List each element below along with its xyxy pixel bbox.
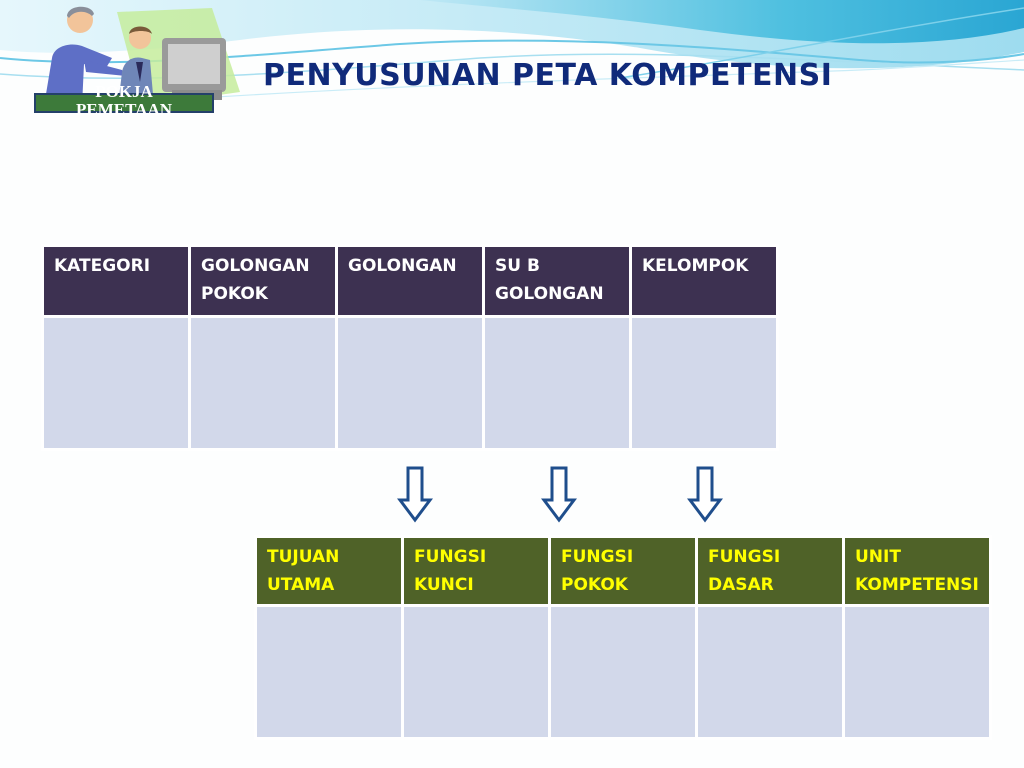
header-kelompok: KELOMPOK [632,247,776,315]
table-cell [338,318,482,448]
header-sub-golongan: SU B GOLONGAN [485,247,629,315]
hollow-down-arrow-icon [542,466,576,522]
table-row [44,318,776,448]
hollow-down-arrow-icon [688,466,722,522]
slide-title: PENYUSUNAN PETA KOMPETENSI [263,58,833,93]
competency-map-table [254,535,992,740]
table-header-row [257,538,989,604]
logo-line-pokja: POKJA [95,82,153,101]
table-cell [698,607,842,737]
header-unit-kompetensi: UNIT KOMPETENSI [845,538,989,604]
header-golongan: GOLONGAN [338,247,482,315]
header-golongan-pokok: GOLONGAN POKOK [191,247,335,315]
table-cell [551,607,695,737]
header-kategori: KATEGORI [44,247,188,315]
header-tujuan-utama: TUJUAN UTAMA [257,538,401,604]
table-cell [191,318,335,448]
logo-line-pemetaan: PEMETAAN [75,100,172,119]
header-fungsi-kunci: FUNGSI KUNCI [404,538,548,604]
industry-classification-table [41,244,779,451]
table-cell [485,318,629,448]
table-cell [257,607,401,737]
header-fungsi-pokok: FUNGSI POKOK [551,538,695,604]
table-header-row [44,247,776,315]
table-cell [44,318,188,448]
hollow-down-arrow-icon [398,466,432,522]
header-fungsi-dasar: FUNGSI DASAR [698,538,842,604]
table-cell [404,607,548,737]
table-row [257,607,989,737]
table-cell [632,318,776,448]
table-cell [845,607,989,737]
pokja-pemetaan-label [34,82,214,119]
